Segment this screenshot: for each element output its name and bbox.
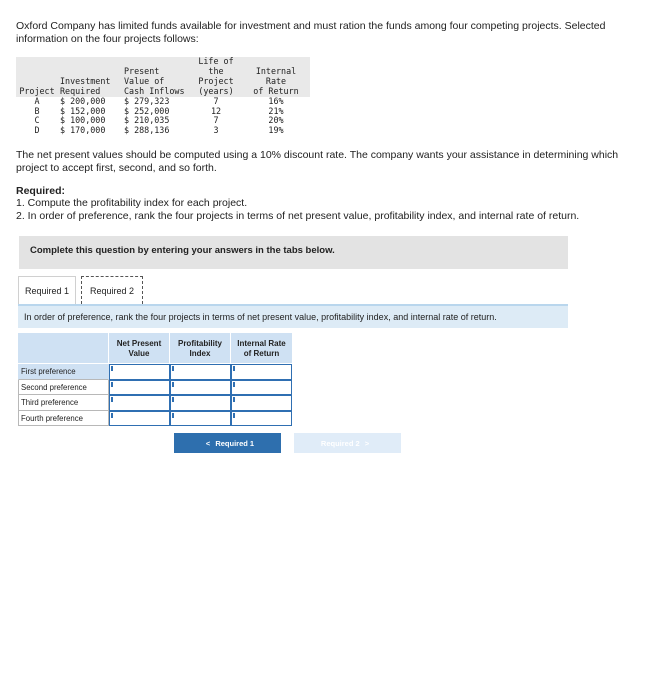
chevron-right-icon: > <box>364 439 370 448</box>
cell-present-value: $ 279,323 <box>124 95 170 106</box>
cell-present-value: $ 288,136 <box>124 125 170 136</box>
header-irr <box>242 57 310 97</box>
cell-irr: 19% <box>268 125 284 136</box>
grid-corner-cell <box>18 333 109 363</box>
header-irr-label: Internal Rate of Return <box>253 65 299 96</box>
tab-instruction: In order of preference, rank the four projects in terms of net present value, profitability index, and internal rate of return. <box>18 304 568 328</box>
header-present-value <box>116 57 190 97</box>
col-header-pi-label: Profitability Index <box>177 339 222 358</box>
cell-project: C <box>34 115 40 126</box>
fourth-npv-input[interactable] <box>109 411 170 427</box>
header-investment-label: Investment Required <box>60 75 111 96</box>
col-header-npv-label: Net Present Value <box>116 339 162 358</box>
header-life <box>190 57 242 97</box>
col-header-pi <box>170 333 231 363</box>
intro-text: Oxford Company has limited funds available for investment and must ration the funds among four competing projects. Selected information on the four projects follows: <box>16 20 606 45</box>
first-irr-input[interactable] <box>231 364 292 380</box>
cell-life: 12 <box>210 105 222 116</box>
header-project <box>16 57 58 97</box>
prev-button-label: Required 1 <box>215 439 255 448</box>
col-header-irr-label: Internal Rate of Return <box>237 339 286 358</box>
second-npv-input[interactable] <box>109 380 170 396</box>
second-irr-input[interactable] <box>231 380 292 396</box>
cell-life: 7 <box>213 95 219 106</box>
row-label-second: Second preference <box>18 380 109 396</box>
cell-investment: $ 200,000 <box>60 95 106 106</box>
fourth-irr-input[interactable] <box>231 411 292 427</box>
table-row <box>16 126 310 136</box>
cell-investment: $ 100,000 <box>60 115 106 126</box>
cell-project: A <box>34 95 40 106</box>
npv-note: The net present values should be computed using a 10% discount rate. The company wants your assistance in determining which project to accept first, second, and so forth. <box>16 149 619 174</box>
cell-project: B <box>34 105 40 116</box>
third-pi-input[interactable] <box>170 395 231 411</box>
cell-present-value: $ 252,000 <box>124 105 170 116</box>
first-npv-input[interactable] <box>109 364 170 380</box>
cell-irr: 21% <box>268 105 284 116</box>
col-header-npv <box>109 333 170 363</box>
project-data-table <box>16 57 310 136</box>
header-project-label: Project <box>19 85 55 96</box>
cell-project: D <box>34 125 40 136</box>
header-investment <box>58 57 116 97</box>
header-pv-label: Present Value of Cash Inflows <box>124 65 185 96</box>
required-title: Required: <box>16 185 66 197</box>
row-label-third: Third preference <box>18 395 109 411</box>
prev-required-button[interactable] <box>174 433 281 453</box>
fourth-pi-input[interactable] <box>170 411 231 427</box>
required-section <box>16 185 636 222</box>
required-item-2: 2. In order of preference, rank the four projects in terms of net present value, profitability index, and internal rate of return. <box>16 209 580 222</box>
second-pi-input[interactable] <box>170 380 231 396</box>
next-button-label: Required 2 <box>320 439 360 448</box>
cell-life: 7 <box>213 115 219 126</box>
col-header-irr <box>231 333 292 363</box>
header-life-label: Life of the Project (years) <box>198 56 234 96</box>
tab-required-1[interactable]: Required 1 <box>18 276 76 304</box>
third-irr-input[interactable] <box>231 395 292 411</box>
row-label-fourth: Fourth preference <box>18 411 109 427</box>
row-label-first: First preference <box>18 364 109 380</box>
first-pi-input[interactable] <box>170 364 231 380</box>
cell-life: 3 <box>213 125 219 136</box>
table-header-row <box>16 57 310 97</box>
tab-required-2[interactable]: Required 2 <box>81 276 143 304</box>
cell-present-value: $ 210,035 <box>124 115 170 126</box>
cell-investment: $ 170,000 <box>60 125 106 136</box>
cell-irr: 20% <box>268 115 284 126</box>
third-npv-input[interactable] <box>109 395 170 411</box>
next-required-button[interactable] <box>294 433 401 453</box>
cell-investment: $ 152,000 <box>60 105 106 116</box>
chevron-left-icon: < <box>205 439 211 448</box>
instruction-banner: Complete this question by entering your answers in the tabs below. <box>19 236 568 269</box>
required-item-1: 1. Compute the profitability index for each project. <box>16 197 248 210</box>
cell-irr: 16% <box>268 95 284 106</box>
